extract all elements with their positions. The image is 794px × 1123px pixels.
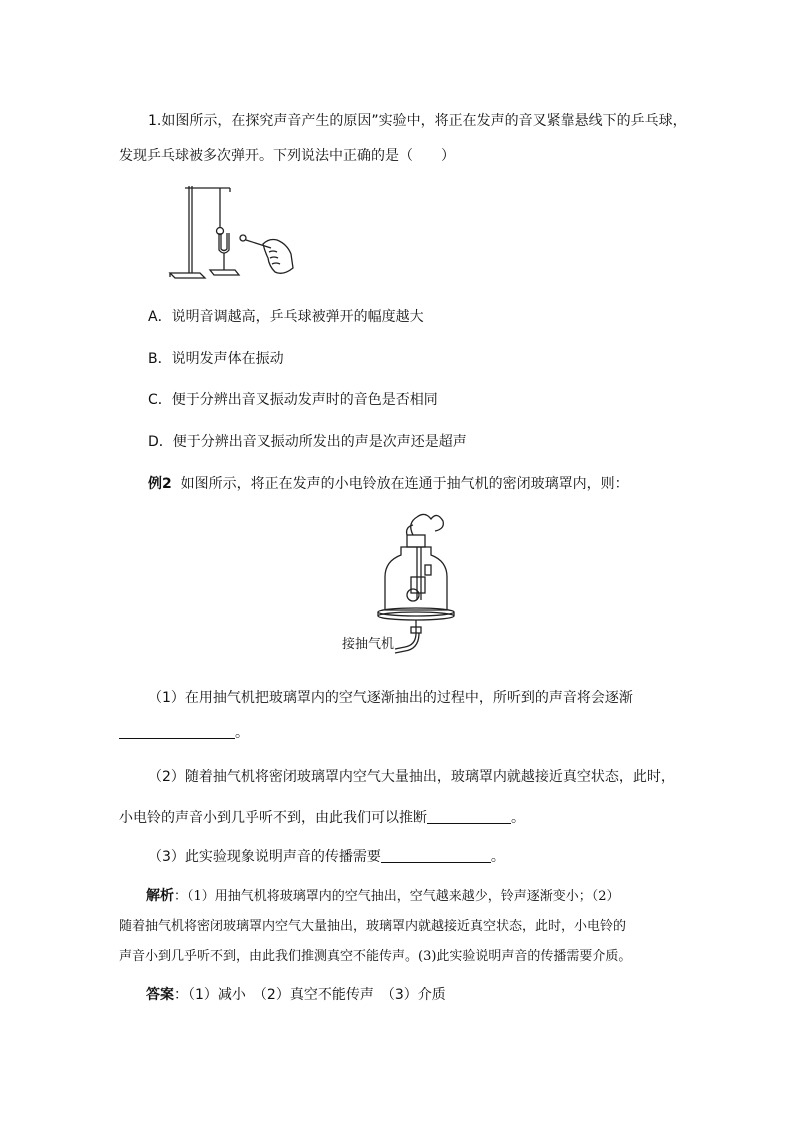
q1-stem-2: 发现乒乓球被多次弹开。下列说法中正确的是（ ）: [119, 148, 455, 164]
ex2-part3-line: [148, 846, 505, 866]
bell-jar-label: 接抽气机: [342, 637, 395, 652]
analysis-label: 解析: [146, 887, 174, 903]
answer-blank-3[interactable]: [381, 848, 491, 863]
answer-blank-2[interactable]: [427, 809, 511, 824]
ex2-part2-end: 。: [511, 810, 525, 826]
answer-colon: ：: [174, 987, 188, 1003]
answer-text: （1）减小 （2）真空不能传声 （3）介质: [188, 987, 446, 1003]
answer-label: 答案: [146, 987, 174, 1003]
q1-line1: [148, 110, 687, 130]
ex2-stem-line: [148, 473, 629, 493]
q1-option-b: B．说明发声体在振动: [148, 351, 284, 367]
ex2-part3-text: （3）此实验现象说明声音的传播需要: [148, 849, 381, 865]
q1-option-c: C．便于分辨出音叉振动发声时的音色是否相同: [148, 392, 438, 408]
analysis-line1: [146, 885, 620, 905]
ex2-part2-line1: （2）随着抽气机将密闭玻璃罩内空气大量抽出，玻璃罩内就越接近真空状态，此时，: [148, 769, 675, 785]
ex2-part3-end: 。: [490, 849, 505, 865]
analysis-colon: ：: [174, 889, 188, 904]
ex2-part1-line1: （1）在用抽气机把玻璃罩内的空气逐渐抽出的过程中，所听到的声音将会逐渐: [148, 690, 633, 706]
q1-option-d: D．便于分辨出音叉振动所发出的声是次声还是超声: [148, 434, 467, 450]
answer-blank-1[interactable]: [119, 724, 235, 739]
ex2-part1-line2: [119, 722, 249, 742]
analysis-line2: 随着抽气机将密闭玻璃罩内空气大量抽出，玻璃罩内就越接近真空状态，此时，小电铃的: [119, 919, 627, 934]
answer-line: [146, 984, 446, 1004]
ex2-label: 例2: [148, 476, 172, 492]
ex2-part2-text: 小电铃的声音小到几乎听不到，由此我们可以推断: [119, 810, 427, 826]
q1-option-a: A．说明音调越高，乒乓球被弹开的幅度越大: [148, 309, 424, 325]
q1-stem-1: 如图所示，在探究声音产生的原因”实验中，将正在发声的音叉紧靠悬线下的乒乓球，: [161, 113, 687, 129]
tuning-fork-figure: [165, 178, 305, 286]
ex2-part2-line2: [119, 807, 525, 827]
q1-number: 1.: [148, 113, 162, 129]
ex2-stem: 如图所示，将正在发声的小电铃放在连通于抽气机的密闭玻璃罩内，则：: [180, 476, 629, 492]
ex2-part1-end: 。: [235, 725, 249, 741]
analysis-line3: 声音小到几乎听不到，由此我们推测真空不能传声。(3)此实验说明声音的传播需要介质。: [119, 949, 632, 964]
analysis-text-1: （1）用抽气机将玻璃罩内的空气抽出，空气越来越少，铃声逐渐变小；（2）: [187, 889, 620, 904]
